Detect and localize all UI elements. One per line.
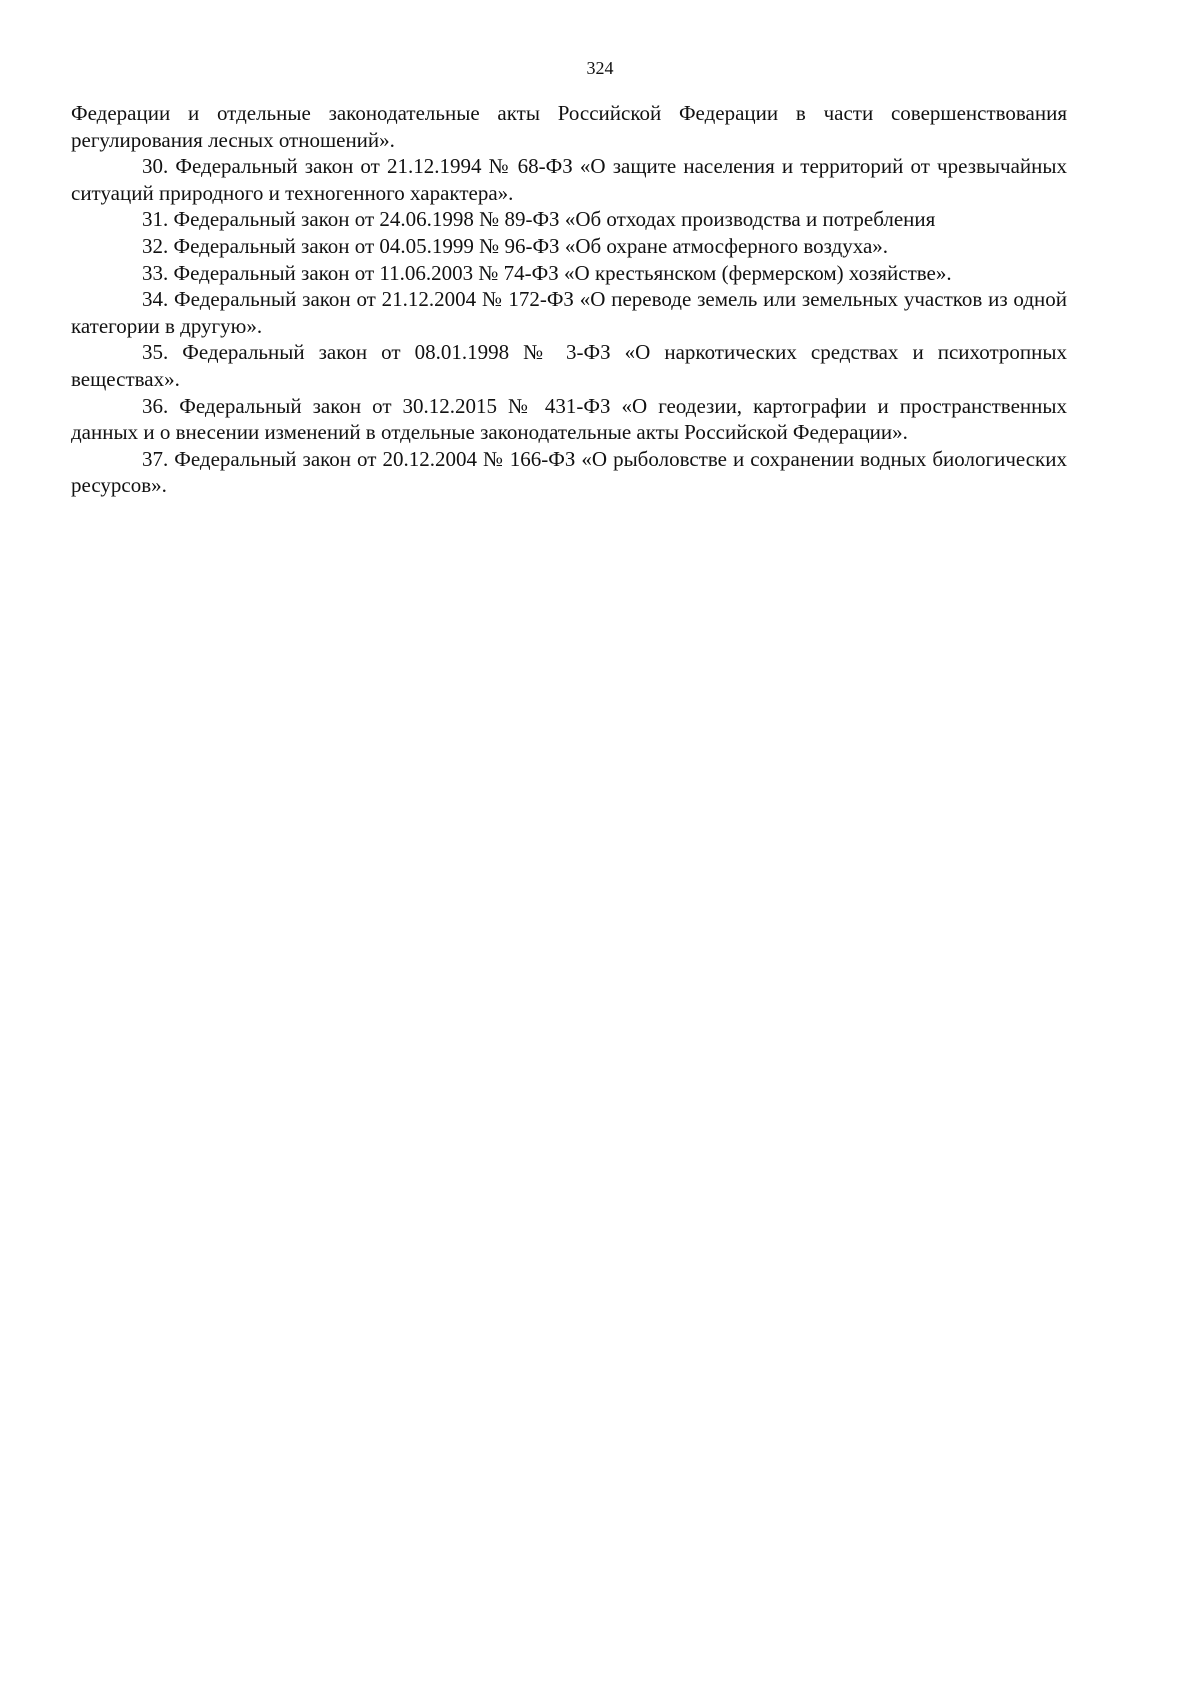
paragraph-continuation: Федерации и отдельные законодательные акты Российской Федерации в части совершенствования регулирования лесных отношений». [71, 101, 1067, 152]
list-item-30: 30. Федеральный закон от 21.12.1994 № 68-ФЗ «О защите населения и территорий от чрезвычайных ситуаций природного и техногенного характера». [71, 154, 1067, 205]
page-number: 324 [586, 58, 614, 78]
list-item-34: 34. Федеральный закон от 21.12.2004 № 172-ФЗ «О переводе земель или земельных участков из одной категории в другую». [71, 287, 1067, 338]
list-item-37: 37. Федеральный закон от 20.12.2004 № 166-ФЗ «О рыболовстве и сохранении водных биологических ресурсов». [71, 446, 1067, 498]
document-body [71, 100, 1067, 499]
list-item-33: 33. Федеральный закон от 11.06.2003 № 74-ФЗ «О крестьянском (фермерском) хозяйстве». [142, 260, 952, 285]
list-item-31: 31. Федеральный закон от 24.06.1998 № 89-ФЗ «Об отходах производства и потребления [142, 207, 936, 232]
list-item-32: 32. Федеральный закон от 04.05.1999 № 96-ФЗ «Об охране атмосферного воздуха». [142, 233, 889, 258]
list-item-35: 35. Федеральный закон от 08.01.1998 № 3-ФЗ «О наркотических средствах и психотропных веществах». [71, 340, 1067, 391]
list-item-36: 36. Федеральный закон от 30.12.2015 № 431-ФЗ «О геодезии, картографии и пространственных данных и о внесении изменений в отдельные законодательные акты Российской Федерации». [71, 393, 1067, 445]
